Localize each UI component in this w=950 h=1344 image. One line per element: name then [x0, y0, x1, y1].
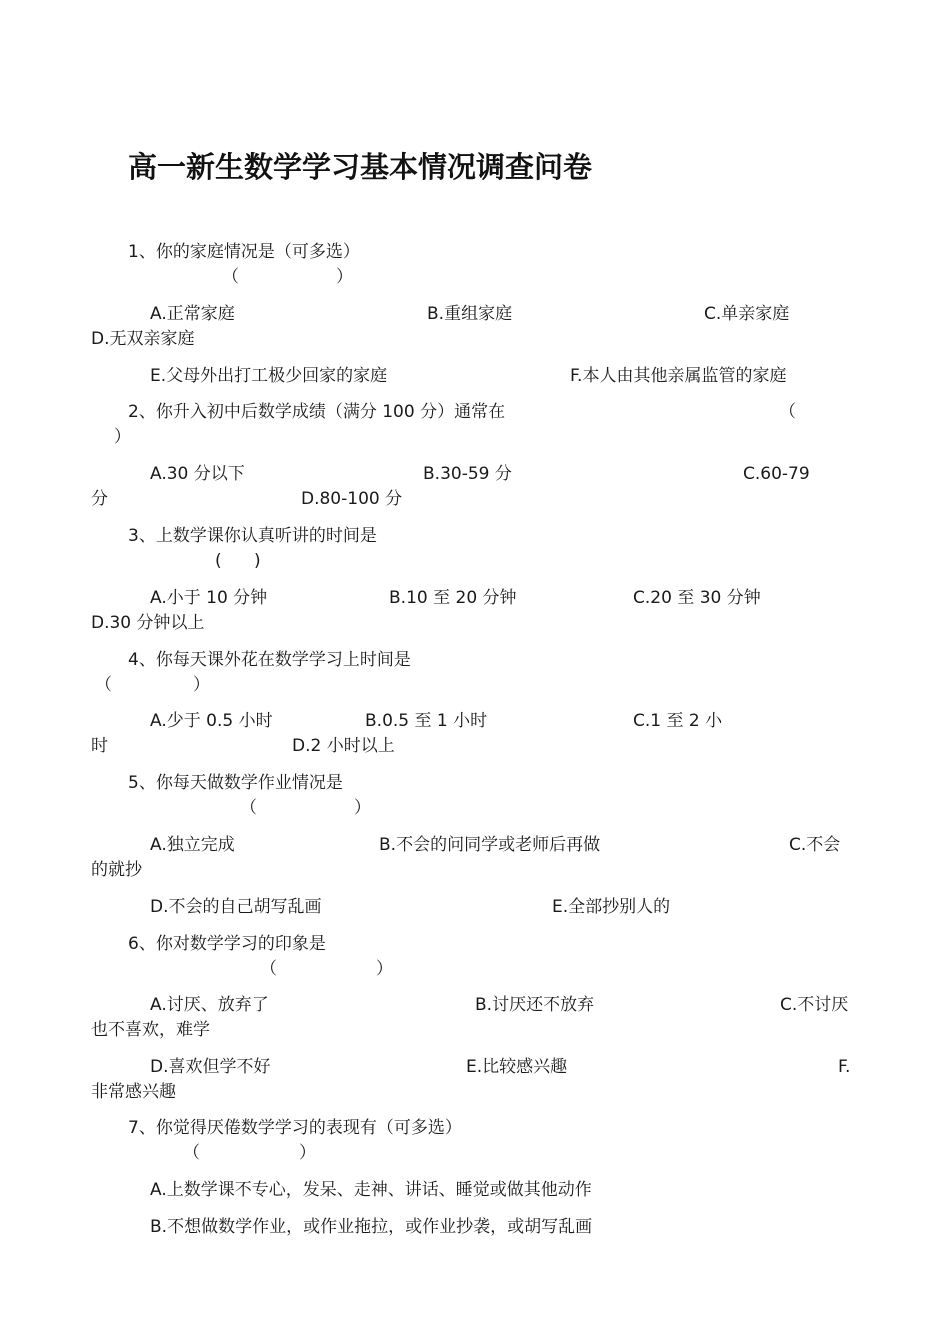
q4-option-d: D.2 小时以上 — [292, 736, 395, 756]
q6-option-c: C.不讨厌 — [780, 995, 849, 1015]
q5-paren-close: ） — [354, 798, 371, 818]
q6-option-d: D.喜欢但学不好 — [150, 1057, 271, 1077]
q1-option-c: C.单亲家庭 — [704, 304, 790, 324]
q3-option-d: D.30 分钟以上 — [91, 613, 205, 633]
q6-option-e: E.比较感兴趣 — [466, 1057, 568, 1077]
q4-stem: 4、你每天课外花在数学学习上时间是 — [128, 650, 411, 670]
q5-option-b: B.不会的问同学或老师后再做 — [379, 835, 601, 855]
q5-stem: 5、你每天做数学作业情况是 — [128, 773, 343, 793]
q7-paren-open: （ — [183, 1143, 200, 1163]
q6-option-b: B.讨厌还不放弃 — [475, 995, 595, 1015]
q4-paren-close: ） — [193, 675, 210, 695]
q2-option-b: B.30-59 分 — [423, 464, 512, 484]
q2-stem: 2、你升入初中后数学成绩（满分 100 分）通常在 — [128, 402, 506, 422]
q7-option-b: B.不想做数学作业，或作业拖拉，或作业抄袭，或胡写乱画 — [150, 1217, 593, 1237]
q2-paren-open: （ — [779, 402, 796, 422]
q4-option-c-wrap: 时 — [91, 736, 108, 756]
q1-option-b: B.重组家庭 — [427, 304, 513, 324]
q7-option-a: A.上数学课不专心，发呆、走神、讲话、睡觉或做其他动作 — [150, 1180, 592, 1200]
q3-paren-open: ( — [215, 551, 222, 571]
q2-option-c: C.60-79 — [743, 464, 810, 484]
q2-paren-close: ） — [114, 427, 131, 447]
q6-option-f-wrap: 非常感兴趣 — [91, 1082, 176, 1102]
q1-paren-open: （ — [222, 267, 239, 287]
q3-stem: 3、上数学课你认真听讲的时间是 — [128, 526, 377, 546]
q3-option-a: A.小于 10 分钟 — [150, 588, 268, 608]
q5-option-c-wrap: 的就抄 — [91, 860, 142, 880]
q1-option-a: A.正常家庭 — [150, 304, 235, 324]
q1-option-f: F.本人由其他亲属监管的家庭 — [570, 366, 787, 386]
q5-option-c: C.不会 — [789, 835, 841, 855]
q7-paren-close: ） — [299, 1143, 316, 1163]
q5-paren-open: （ — [240, 798, 257, 818]
q3-paren-close: ) — [254, 551, 261, 571]
q4-option-b: B.0.5 至 1 小时 — [365, 711, 488, 731]
q3-option-c: C.20 至 30 分钟 — [633, 588, 761, 608]
q6-option-f: F. — [838, 1057, 851, 1077]
q5-option-d: D.不会的自己胡写乱画 — [150, 897, 322, 917]
q6-option-c-wrap: 也不喜欢，难学 — [91, 1020, 210, 1040]
q7-stem: 7、你觉得厌倦数学学习的表现有（可多选） — [128, 1118, 462, 1138]
q6-paren-open: （ — [260, 959, 277, 979]
q1-option-d: D.无双亲家庭 — [91, 329, 195, 349]
q4-option-a: A.少于 0.5 小时 — [150, 711, 273, 731]
q1-paren-close: ） — [336, 267, 353, 287]
q6-stem: 6、你对数学学习的印象是 — [128, 934, 326, 954]
q1-stem: 1、你的家庭情况是（可多选） — [128, 242, 360, 262]
q5-option-e: E.全部抄别人的 — [552, 897, 671, 917]
q1-option-e: E.父母外出打工极少回家的家庭 — [150, 366, 388, 386]
q4-option-c: C.1 至 2 小 — [633, 711, 723, 731]
q6-option-a: A.讨厌、放弃了 — [150, 995, 269, 1015]
survey-title: 高一新生数学学习基本情况调查问卷 — [128, 150, 593, 184]
q3-option-b: B.10 至 20 分钟 — [389, 588, 517, 608]
q4-paren-open: （ — [95, 675, 112, 695]
q2-option-a: A.30 分以下 — [150, 464, 245, 484]
q2-option-d: D.80-100 分 — [301, 489, 403, 509]
q5-option-a: A.独立完成 — [150, 835, 235, 855]
q6-paren-close: ） — [376, 959, 393, 979]
q2-option-c-wrap: 分 — [91, 489, 108, 509]
